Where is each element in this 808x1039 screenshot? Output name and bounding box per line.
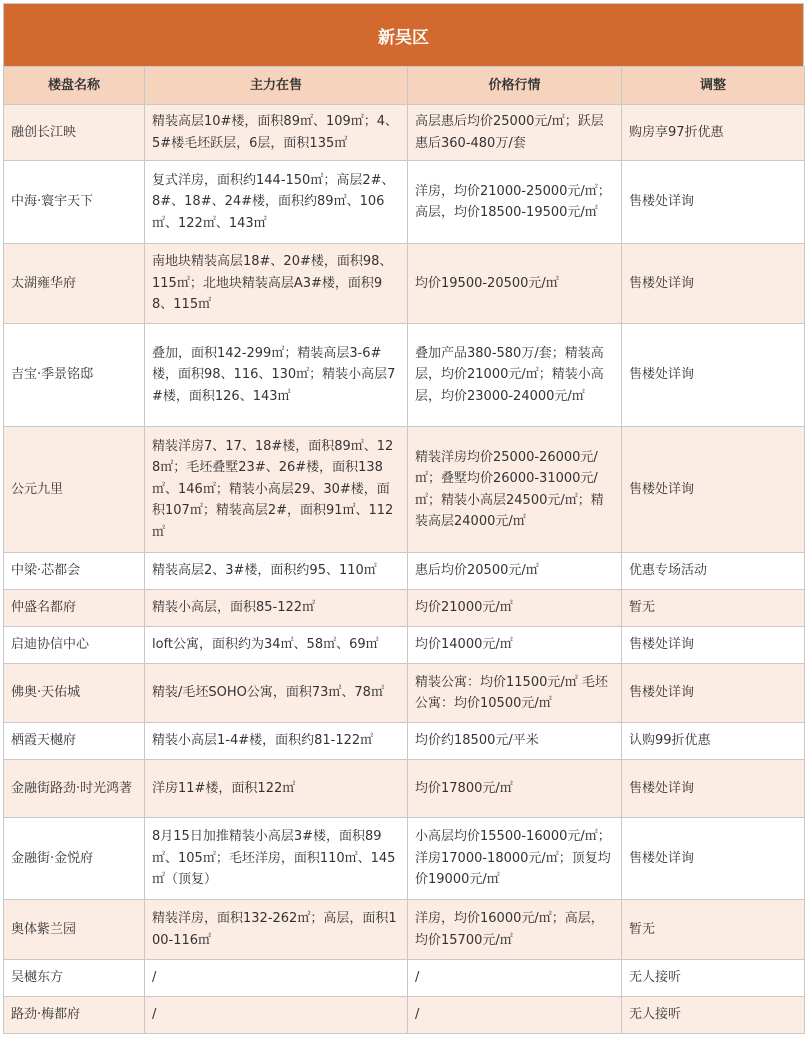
cell-sale: loft公寓，面积约为34㎡、58㎡、69㎡ — [145, 627, 408, 664]
header-price: 价格行情 — [408, 67, 622, 105]
cell-adjust: 无人接听 — [622, 997, 805, 1034]
cell-adjust: 售楼处详询 — [622, 244, 805, 324]
cell-name: 佛奥·天佑城 — [4, 664, 145, 723]
cell-price: 洋房，均价16000元/㎡；高层，均价15700元/㎡ — [408, 900, 622, 960]
cell-name: 启迪协信中心 — [4, 627, 145, 664]
cell-sale: 精装小高层1-4#楼，面积约81-122㎡ — [145, 723, 408, 760]
cell-name: 融创长江映 — [4, 105, 145, 161]
cell-sale: 精装小高层，面积85-122㎡ — [145, 590, 408, 627]
cell-name: 金融街·金悦府 — [4, 818, 145, 900]
cell-sale: 8月15日加推精装小高层3#楼，面积89㎡、105㎡；毛坯洋房，面积110㎡、145㎡（顶复） — [145, 818, 408, 900]
cell-name: 仲盛名都府 — [4, 590, 145, 627]
cell-price: 均价19500-20500元/㎡ — [408, 244, 622, 324]
cell-adjust: 暂无 — [622, 590, 805, 627]
cell-name: 中梁·芯都会 — [4, 553, 145, 590]
cell-name: 吴樾东方 — [4, 960, 145, 997]
table-row — [4, 590, 805, 627]
header-name: 楼盘名称 — [4, 67, 145, 105]
table-row — [4, 818, 805, 900]
cell-name: 公元九里 — [4, 427, 145, 553]
cell-sale: 精装高层2、3#楼，面积约95、110㎡ — [145, 553, 408, 590]
cell-name: 路劲·梅都府 — [4, 997, 145, 1034]
cell-adjust: 售楼处详询 — [622, 627, 805, 664]
cell-sale: 洋房11#楼，面积122㎡ — [145, 760, 408, 818]
header-sale: 主力在售 — [145, 67, 408, 105]
cell-sale: 精装高层10#楼，面积89㎡、109㎡；4、5#楼毛坯跃层，6层，面积135㎡ — [145, 105, 408, 161]
cell-price: / — [408, 997, 622, 1034]
cell-price: 均价约18500元/平米 — [408, 723, 622, 760]
table-row — [4, 900, 805, 960]
table-row — [4, 244, 805, 324]
cell-sale: 叠加，面积142-299㎡；精装高层3-6#楼，面积98、116、130㎡；精装小高层7#楼，面积126、143㎡ — [145, 324, 408, 427]
cell-price: 均价14000元/㎡ — [408, 627, 622, 664]
table-row — [4, 997, 805, 1034]
property-table — [3, 66, 805, 1034]
table-row — [4, 553, 805, 590]
cell-sale: 精装洋房，面积132-262㎡；高层，面积100-116㎡ — [145, 900, 408, 960]
cell-adjust: 购房享97折优惠 — [622, 105, 805, 161]
cell-adjust: 暂无 — [622, 900, 805, 960]
cell-name: 中海·寰宇天下 — [4, 161, 145, 244]
table-row — [4, 324, 805, 427]
cell-sale: 复式洋房，面积约144-150㎡；高层2#、8#、18#、24#楼，面积约89㎡、106㎡、122㎡、143㎡ — [145, 161, 408, 244]
header-adjust: 调整 — [622, 67, 805, 105]
cell-price: 高层惠后均价25000元/㎡；跃层惠后360-480万/套 — [408, 105, 622, 161]
cell-sale: 精装/毛坯SOHO公寓，面积73㎡、78㎡ — [145, 664, 408, 723]
cell-adjust: 优惠专场活动 — [622, 553, 805, 590]
cell-name: 太湖雍华府 — [4, 244, 145, 324]
table-header-row — [4, 67, 805, 105]
cell-adjust: 售楼处详询 — [622, 427, 805, 553]
district-title: 新吴区 — [3, 3, 804, 66]
cell-price: / — [408, 960, 622, 997]
table-row — [4, 105, 805, 161]
cell-price: 小高层均价15500-16000元/㎡；洋房17000-18000元/㎡；顶复均价19000元/㎡ — [408, 818, 622, 900]
cell-price: 精装公寓：均价11500元/㎡ 毛坯公寓：均价10500元/㎡ — [408, 664, 622, 723]
cell-price: 洋房，均价21000-25000元/㎡；高层，均价18500-19500元/㎡ — [408, 161, 622, 244]
district-table-container — [3, 3, 804, 1034]
cell-price: 均价21000元/㎡ — [408, 590, 622, 627]
table-row — [4, 760, 805, 818]
cell-price: 均价17800元/㎡ — [408, 760, 622, 818]
cell-adjust: 售楼处详询 — [622, 664, 805, 723]
table-row — [4, 723, 805, 760]
cell-sale: 南地块精装高层18#、20#楼，面积98、115㎡；北地块精装高层A3#楼，面积98、115㎡ — [145, 244, 408, 324]
cell-price: 惠后均价20500元/㎡ — [408, 553, 622, 590]
cell-adjust: 售楼处详询 — [622, 324, 805, 427]
cell-sale: / — [145, 997, 408, 1034]
table-row — [4, 960, 805, 997]
cell-adjust: 售楼处详询 — [622, 818, 805, 900]
cell-sale: / — [145, 960, 408, 997]
cell-adjust: 售楼处详询 — [622, 760, 805, 818]
table-row — [4, 627, 805, 664]
cell-name: 金融街路劲·时光鸿著 — [4, 760, 145, 818]
cell-price: 精装洋房均价25000-26000元/㎡；叠墅均价26000-31000元/㎡；精装小高层24500元/㎡；精装高层24000元/㎡ — [408, 427, 622, 553]
cell-price: 叠加产品380-580万/套；精装高层，均价21000元/㎡；精装小高层，均价23000-24000元/㎡ — [408, 324, 622, 427]
cell-sale: 精装洋房7、17、18#楼，面积89㎡、128㎡；毛坯叠墅23#、26#楼，面积138㎡、146㎡；精装小高层29、30#楼，面积107㎡；精装高层2#，面积91㎡、112㎡ — [145, 427, 408, 553]
table-row — [4, 161, 805, 244]
cell-adjust: 售楼处详询 — [622, 161, 805, 244]
cell-adjust: 认购99折优惠 — [622, 723, 805, 760]
cell-name: 栖霞天樾府 — [4, 723, 145, 760]
cell-name: 奥体紫兰园 — [4, 900, 145, 960]
table-row — [4, 664, 805, 723]
cell-adjust: 无人接听 — [622, 960, 805, 997]
table-row — [4, 427, 805, 553]
cell-name: 吉宝·季景铭邸 — [4, 324, 145, 427]
